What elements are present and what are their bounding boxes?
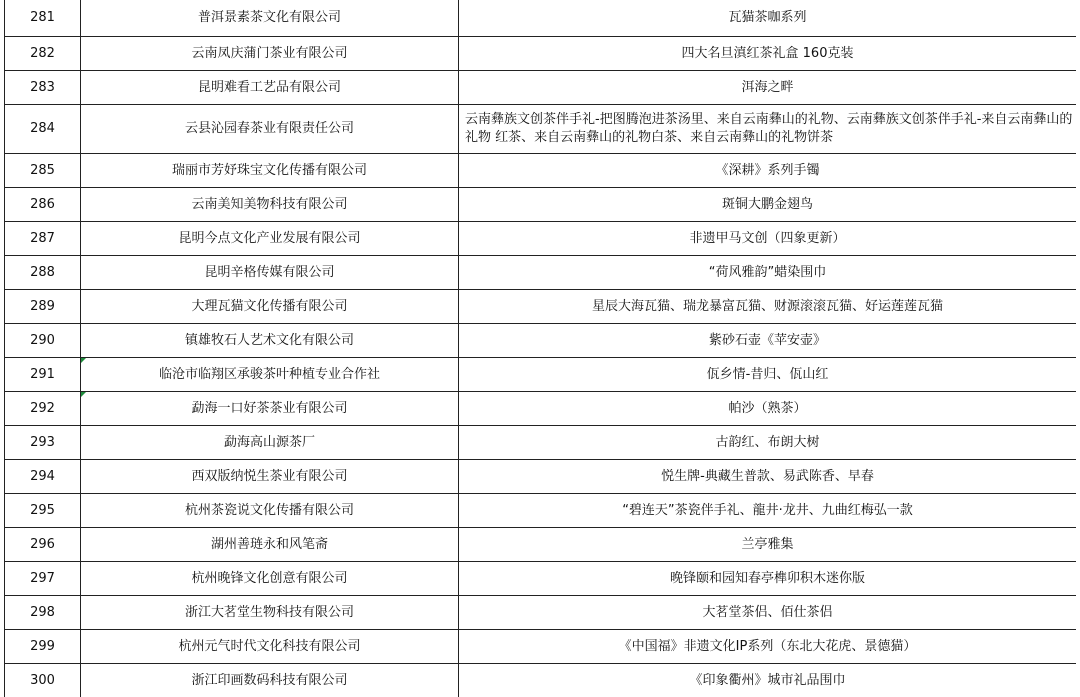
product-cell[interactable]: 大茗堂茶侣、佰仕茶侣	[459, 596, 1077, 630]
table-row	[5, 494, 1077, 528]
product-list-table	[4, 0, 1076, 697]
table-row	[5, 105, 1077, 154]
table-row	[5, 596, 1077, 630]
company-cell[interactable]: 普洱景素茶文化有限公司	[81, 0, 459, 37]
row-number-cell[interactable]: 300	[5, 664, 81, 697]
product-cell[interactable]: 紫砂石壶《苹安壶》	[459, 324, 1077, 358]
table-row	[5, 71, 1077, 105]
row-number-cell[interactable]: 291	[5, 358, 81, 392]
row-number-cell[interactable]: 284	[5, 105, 81, 154]
row-number-cell[interactable]: 295	[5, 494, 81, 528]
table-row	[5, 0, 1077, 37]
row-number-cell[interactable]: 290	[5, 324, 81, 358]
row-number-cell[interactable]: 288	[5, 256, 81, 290]
product-cell[interactable]: 洱海之畔	[459, 71, 1077, 105]
company-cell[interactable]: 浙江大茗堂生物科技有限公司	[81, 596, 459, 630]
row-number-cell[interactable]: 287	[5, 222, 81, 256]
product-cell[interactable]: 云南彝族文创茶伴手礼-把图腾泡进茶汤里、来自云南彝山的礼物、云南彝族文创茶伴手礼-来自云南彝山的礼物 红茶、来自云南彝山的礼物白茶、来自云南彝山的礼物饼茶	[459, 105, 1077, 154]
table-row	[5, 392, 1077, 426]
product-cell[interactable]: 瓦猫茶咖系列	[459, 0, 1077, 37]
company-cell[interactable]: 大理瓦猫文化传播有限公司	[81, 290, 459, 324]
product-cell[interactable]: 帕沙（熟茶）	[459, 392, 1077, 426]
company-cell[interactable]: 昆明今点文化产业发展有限公司	[81, 222, 459, 256]
company-cell[interactable]: 镇雄牧石人艺术文化有限公司	[81, 324, 459, 358]
product-cell[interactable]: 古韵红、布朗大树	[459, 426, 1077, 460]
row-number-cell[interactable]: 296	[5, 528, 81, 562]
company-cell-text: 临沧市临翔区承骏茶叶种植专业合作社	[158, 366, 380, 382]
company-cell[interactable]: 勐海高山源茶厂	[81, 426, 459, 460]
company-cell[interactable]: 云县沁园春茶业有限责任公司	[81, 105, 459, 154]
row-number-cell[interactable]: 289	[5, 290, 81, 324]
company-cell[interactable]: 湖州善琏永和风笔斋	[81, 528, 459, 562]
row-number-cell[interactable]: 293	[5, 426, 81, 460]
row-number-cell[interactable]: 286	[5, 188, 81, 222]
comment-marker-icon	[81, 358, 86, 363]
row-number-cell[interactable]: 285	[5, 154, 81, 188]
row-number-cell[interactable]: 282	[5, 37, 81, 71]
company-cell[interactable]	[81, 392, 459, 426]
company-cell[interactable]: 瑞丽市芳妤珠宝文化传播有限公司	[81, 154, 459, 188]
table-row	[5, 256, 1077, 290]
product-cell[interactable]: 《深耕》系列手镯	[459, 154, 1077, 188]
row-number-cell[interactable]: 298	[5, 596, 81, 630]
company-cell-text: 勐海一口好茶茶业有限公司	[191, 400, 348, 416]
comment-marker-icon	[81, 392, 86, 397]
company-cell[interactable]	[81, 358, 459, 392]
table-row	[5, 528, 1077, 562]
table-row	[5, 664, 1077, 697]
product-cell[interactable]: “荷风雅韵”蜡染围巾	[459, 256, 1077, 290]
table-row	[5, 562, 1077, 596]
row-number-cell[interactable]: 299	[5, 630, 81, 664]
product-cell[interactable]: 四大名旦滇红茶礼盒 160克装	[459, 37, 1077, 71]
product-cell[interactable]: 非遗甲马文创（四象更新）	[459, 222, 1077, 256]
product-cell[interactable]: 晚锋颐和园知春亭榫卯积木迷你版	[459, 562, 1077, 596]
row-number-cell[interactable]: 297	[5, 562, 81, 596]
company-cell[interactable]: 云南美知美物科技有限公司	[81, 188, 459, 222]
product-cell[interactable]: 《印象衢州》城市礼品围巾	[459, 664, 1077, 697]
row-number-cell[interactable]: 283	[5, 71, 81, 105]
product-cell[interactable]: 斑铜大鹏金翅鸟	[459, 188, 1077, 222]
table-row	[5, 290, 1077, 324]
table-row	[5, 154, 1077, 188]
product-cell[interactable]: 《中国福》非遗文化IP系列（东北大花虎、景德猫）	[459, 630, 1077, 664]
company-cell[interactable]: 云南凤庆蒲门茶业有限公司	[81, 37, 459, 71]
product-cell[interactable]: 悦生牌-典藏生普款、易武陈香、早春	[459, 460, 1077, 494]
row-number-cell[interactable]: 292	[5, 392, 81, 426]
table-row	[5, 188, 1077, 222]
company-cell[interactable]: 杭州茶瓷说文化传播有限公司	[81, 494, 459, 528]
table-row	[5, 358, 1077, 392]
table-row	[5, 222, 1077, 256]
company-cell[interactable]: 杭州元气时代文化科技有限公司	[81, 630, 459, 664]
table-row	[5, 324, 1077, 358]
product-cell[interactable]: 佤乡情-昔归、佤山红	[459, 358, 1077, 392]
product-cell[interactable]: “碧连天”茶瓷伴手礼、龍井·龙井、九曲红梅弘一款	[459, 494, 1077, 528]
spreadsheet-sheet	[4, 0, 1076, 697]
table-row	[5, 426, 1077, 460]
table-row	[5, 460, 1077, 494]
product-cell[interactable]: 星辰大海瓦猫、瑞龙暴富瓦猫、财源滚滚瓦猫、好运莲莲瓦猫	[459, 290, 1077, 324]
product-cell[interactable]: 兰亭雅集	[459, 528, 1077, 562]
company-cell[interactable]: 浙江印画数码科技有限公司	[81, 664, 459, 697]
company-cell[interactable]: 西双版纳悦生茶业有限公司	[81, 460, 459, 494]
company-cell[interactable]: 昆明辛格传媒有限公司	[81, 256, 459, 290]
company-cell[interactable]: 杭州晚锋文化创意有限公司	[81, 562, 459, 596]
row-number-cell[interactable]: 294	[5, 460, 81, 494]
row-number-cell[interactable]: 281	[5, 0, 81, 37]
table-row	[5, 630, 1077, 664]
company-cell[interactable]: 昆明难看工艺品有限公司	[81, 71, 459, 105]
table-row	[5, 37, 1077, 71]
